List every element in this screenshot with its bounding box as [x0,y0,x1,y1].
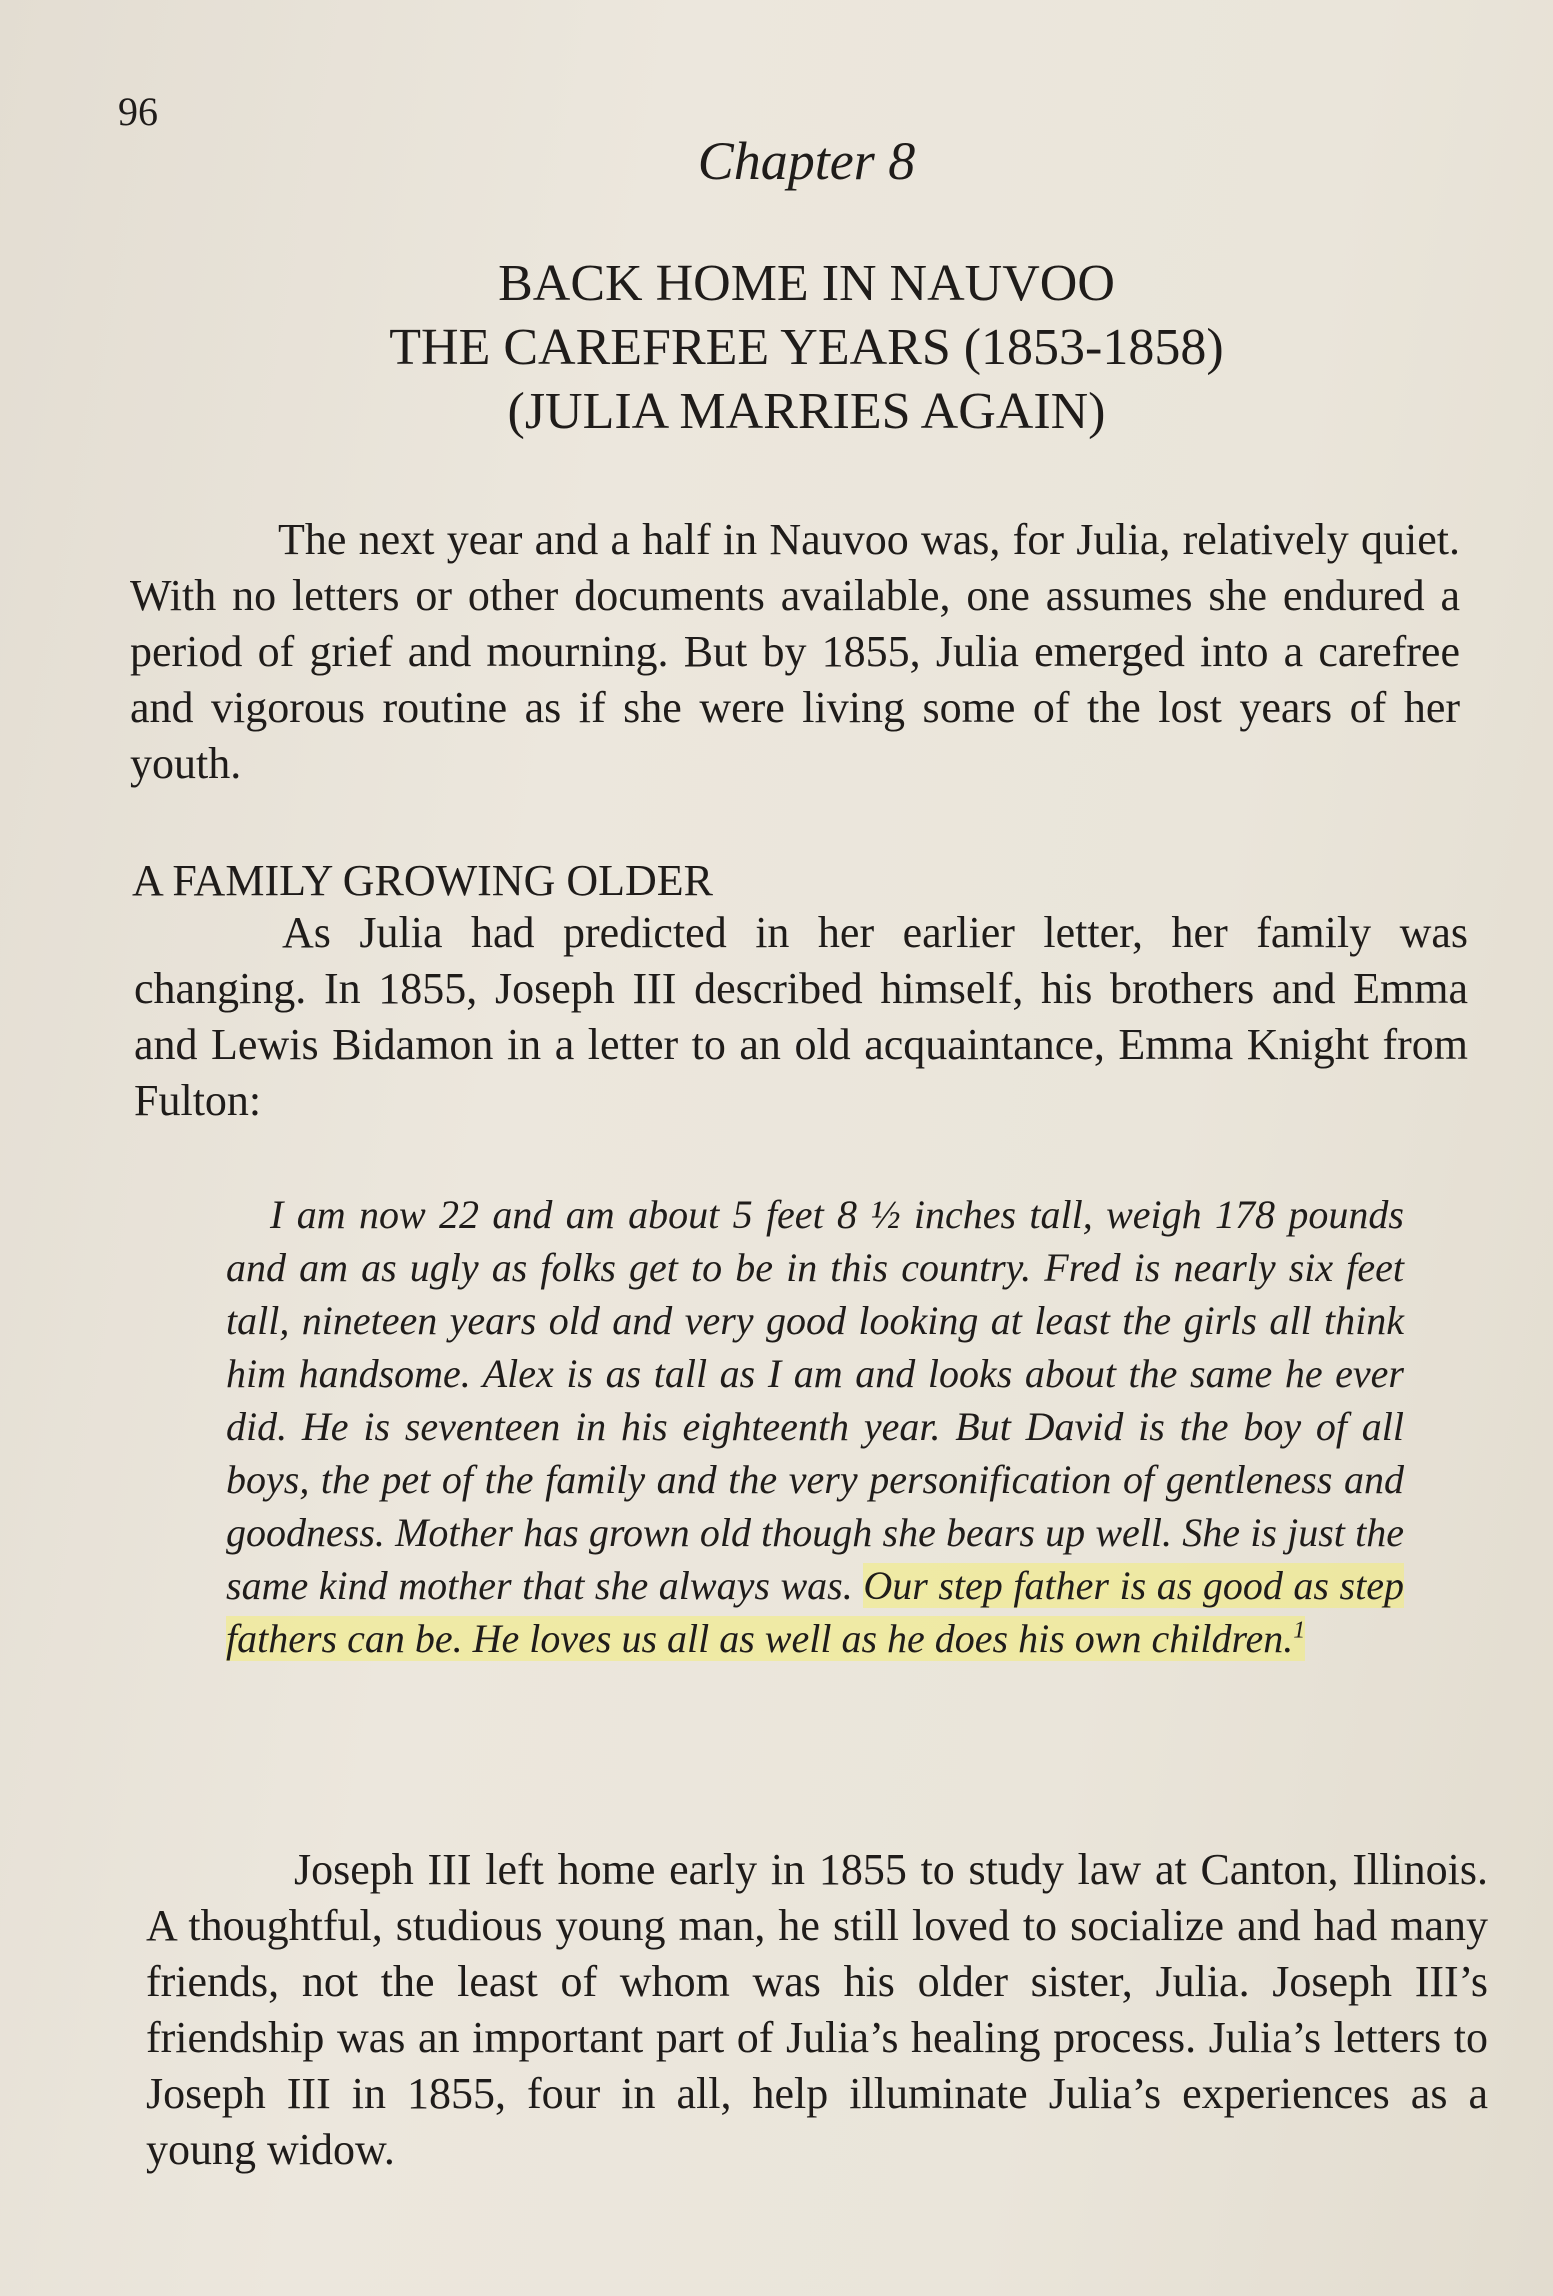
chapter-label: Chapter 8 [697,131,916,191]
chapter-title-line-1: BACK HOME IN NAUVOO [498,255,1115,312]
section-heading: A FAMILY GROWING OLDER [132,856,714,905]
intro-paragraph: The next year and a half in Nauvoo was, for Julia, relatively quiet. With no letters or other documents available, one assumes she endured a period of grief and mourning. But by 1855, Julia emerged into a carefree and vigorous routine as if she were living some of the lost years of her youth. [130,515,1460,788]
closing-paragraph: Joseph III left home early in 1855 to study law at Canton, Illinois. A thoughtful, studious young man, he still loved to socialize and had many friends, not the least of whom was his older sister, Julia. Joseph III’s friendship was an important part of Julia’s healing process. Julia’s letters to Joseph III in 1855, four in all, help illuminate Julia’s experiences as a young widow. [146,1845,1488,2174]
block-quote [226,1188,1404,1665]
chapter-title-line-3: (JULIA MARRIES AGAIN) [507,383,1106,440]
family-paragraph: As Julia had predicted in her earlier letter, her family was changing. In 1855, Joseph III described himself, his brothers and Emma and Lewis Bidamon in a letter to an old acquaintance, Emma Knight from Fulton: [134,908,1468,1125]
footnote-marker: 1 [1293,1617,1306,1644]
chapter-title [0,252,1553,444]
highlighted-text: Our step father is as good as step fathers can be. He loves us all as well as he does his own children. [226,1563,1404,1661]
chapter-title-line-2: THE CAREFREE YEARS (1853-1858) [389,319,1224,376]
quote-text: I am now 22 and am about 5 feet 8 ½ inches tall, weigh 178 pounds and am as ugly as folks get to be in this country. Fred is nearly six feet tall, nineteen years old and very good looking at least the girls all think him handsome. Alex is as tall as I am and looks about the same he ever did. He is seventeen in his eighteenth year. But David is the boy of all boys, the pet of the family and the very personification of gentleness and goodness. Mother has grown old though she bears up well. She is just the same kind mother that she always was. [226,1192,1404,1608]
page-number: 96 [118,89,158,134]
